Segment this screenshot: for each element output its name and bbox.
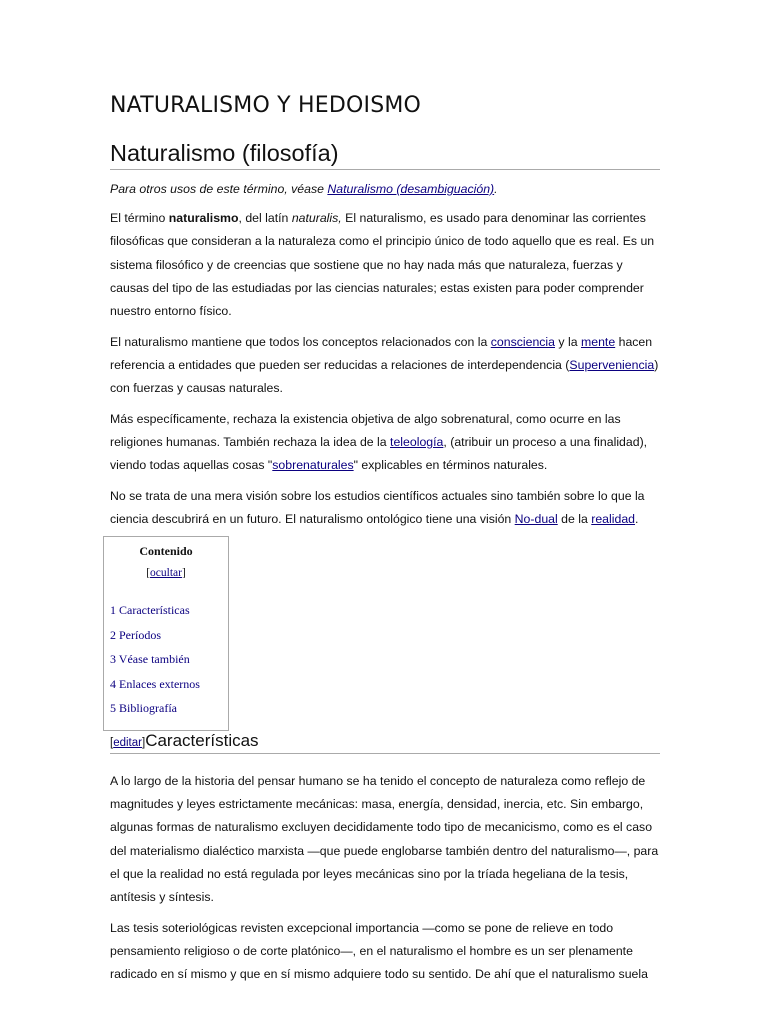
toc-item-periodos[interactable]: 2 Períodos xyxy=(110,627,161,642)
toc-hide-link[interactable]: ocultar xyxy=(150,567,182,579)
p4-text-3: . xyxy=(635,512,639,527)
section-heading xyxy=(110,731,660,754)
intro-text-1: El término xyxy=(110,211,169,226)
teleologia-link[interactable]: teleología xyxy=(390,435,444,450)
toc-list xyxy=(110,603,228,726)
toc-item-caracteristicas[interactable]: 1 Características xyxy=(110,603,190,617)
toc-item-enlaces-externos[interactable]: 4 Enlaces externos xyxy=(110,676,200,691)
section-body xyxy=(110,770,662,994)
p2-text-1: El naturalismo mantiene que todos los conceptos relacionados con la xyxy=(110,334,491,349)
no-dual-link[interactable]: No-dual xyxy=(514,512,558,527)
p3-text-1: Más específicamente, rechaza la existencia objetiva de algo sobrenatural, como ocurre en las religiones humanas. También rechaza la idea de la xyxy=(110,411,621,450)
intro-bold-term: naturalismo xyxy=(168,211,239,226)
table-of-contents xyxy=(103,536,229,731)
toc-item-bibliografia[interactable]: 5 Bibliografía xyxy=(110,701,177,716)
intro-text-2: , del latín xyxy=(238,211,292,226)
p2-text-2: y la xyxy=(555,334,581,349)
realidad-link[interactable]: realidad xyxy=(591,512,636,527)
intro-italic-term: naturalis, xyxy=(291,211,342,226)
sobrenaturales-link[interactable]: sobrenaturales xyxy=(272,458,354,473)
paragraph-consciousness xyxy=(110,331,662,401)
article-body xyxy=(110,178,662,539)
p3-text-3: " explicables en términos naturales. xyxy=(353,458,548,473)
toc-title: Contenido xyxy=(139,544,193,558)
edit-bracket-close: ] xyxy=(141,737,146,749)
article-title: Naturalismo (filosofía) xyxy=(110,140,660,170)
section-paragraph-1: A lo largo de la historia del pensar humano se ha tenido el concepto de naturaleza como reflejo de magnitudes y leyes estrictamente mecánicas: masa, energía, densidad, inercia, etc. Sin embargo, algunas formas de naturalismo excluyen decididamente todo tipo de mecanicismo, como es el caso del materialismo dialéctico marxista —que puede englobarse también dentro del naturalismo—, para el que la realidad no está regulada por leyes mecánicas sino por la tríada hegeliana de la tesis, antítesis y síntesis. xyxy=(110,774,659,905)
paragraph-ontological xyxy=(110,485,662,531)
paragraph-supernatural xyxy=(110,408,662,478)
consciencia-link[interactable]: consciencia xyxy=(490,334,556,349)
p3-text-2: , (atribuir un proceso a una finalidad), viendo todas aquellas cosas " xyxy=(110,435,648,473)
disambiguation-link[interactable]: Naturalismo (desambiguación) xyxy=(327,182,495,196)
hatnote-prefix: Para otros usos de este término, véase xyxy=(110,182,328,196)
toc-hide-control xyxy=(104,567,228,579)
intro-text-3: El naturalismo, es usado para denominar las corrientes filosóficas que consideran a la naturaleza como el principio único de todo aquello que es real. Es un sistema filosófico y de creencias que sostiene que no hay nada más que naturaleza, fuerzas y causas del tipo de las estudiadas por las ciencias naturales; estas existen para poder comprender nuestro entorno físico. xyxy=(110,211,655,319)
hatnote xyxy=(110,178,662,201)
mente-link[interactable]: mente xyxy=(581,334,616,349)
toc-item-vease-tambien[interactable]: 3 Véase también xyxy=(110,652,190,667)
p2-text-4: ) con fuerzas y causas naturales. xyxy=(110,357,659,396)
intro-paragraph xyxy=(110,207,662,323)
p4-text-1: No se trata de una mera visión sobre los estudios científicos actuales sino también sobre lo que la ciencia descubrirá en un futuro. El naturalismo ontológico tiene una visión xyxy=(110,488,645,527)
section-title: Características xyxy=(145,731,259,750)
section-paragraph-2: Las tesis soteriológicas revisten excepcional importancia —como se pone de relieve en todo pensamiento religioso o de corte platónico—, en el naturalismo el hombre es un ser plenamente radicado en sí mismo y que en sí mismo adquiere todo su sentido. De ahí que el naturalismo suela xyxy=(110,920,648,982)
p2-text-3: hacen referencia a entidades que pueden ser reducidas a relaciones de interdependencia ( xyxy=(110,334,653,372)
edit-bracket-open: [ xyxy=(110,737,114,749)
superveniencia-link[interactable]: Superveniencia xyxy=(569,357,655,372)
edit-section-link[interactable]: editar xyxy=(113,737,142,749)
hatnote-suffix: . xyxy=(494,182,498,196)
toc-bracket-close: ] xyxy=(181,567,186,579)
document-title: NATURALISMO Y HEDOISMO xyxy=(110,93,422,118)
toc-bracket-open: [ xyxy=(146,567,151,579)
p4-text-2: de la xyxy=(557,512,592,527)
edit-control xyxy=(110,737,145,749)
